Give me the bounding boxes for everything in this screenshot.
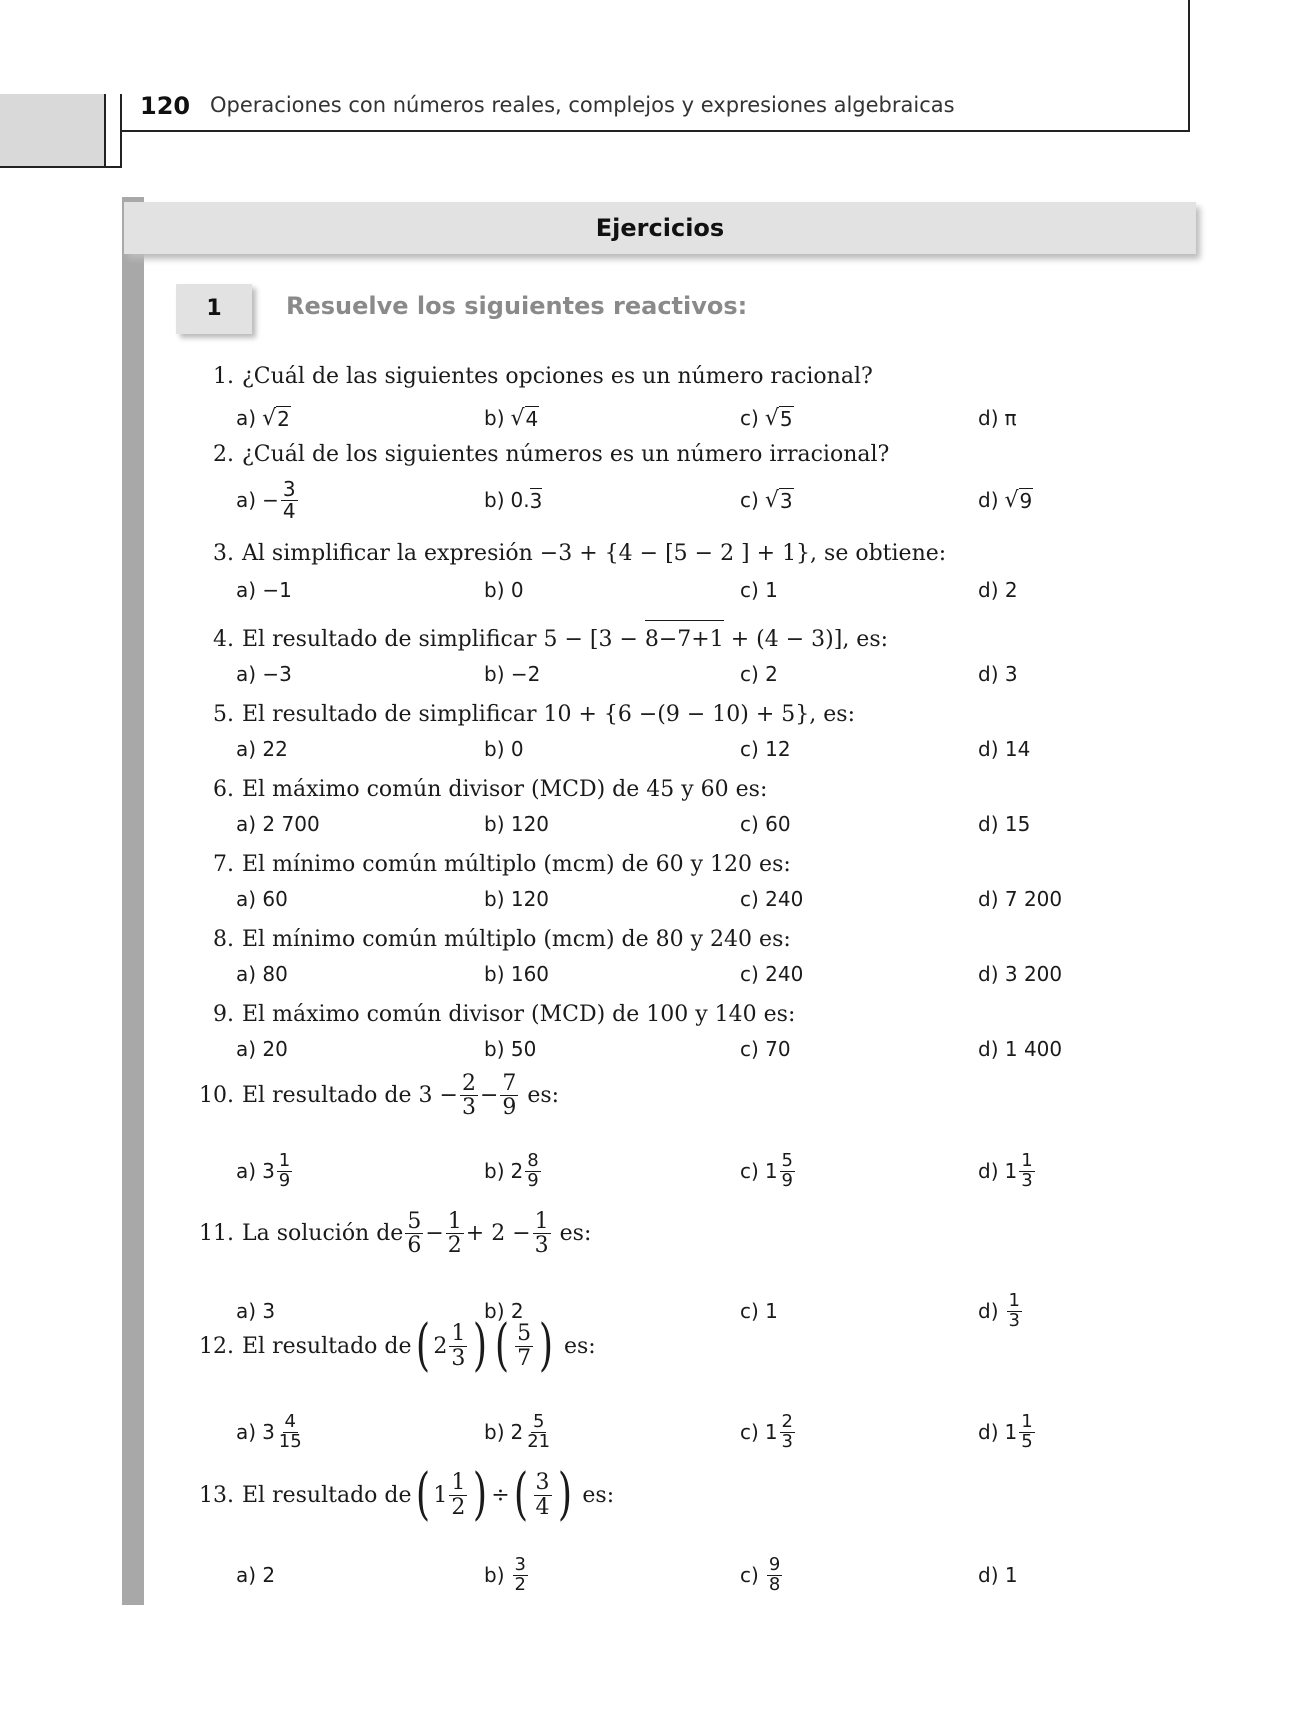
question-text: ¿Cuál de las siguientes opciones es un número racional? <box>242 364 873 389</box>
option-b: b) 50 <box>484 1037 537 1061</box>
option-a: a) −1 <box>236 578 292 602</box>
option-a: a) 20 <box>236 1037 288 1061</box>
option-a: a) 22 <box>236 737 288 761</box>
options-row-7 <box>236 871 1136 927</box>
question-number: 1. <box>213 364 234 389</box>
header-rule <box>104 94 106 166</box>
option-c: c) 12 <box>740 737 791 761</box>
option-c: c) 240 <box>740 887 804 911</box>
option-c: c) 1 <box>740 1299 778 1323</box>
question-text: Al simplificar la expresión −3 + {4 − [5 − 2 ] + 1}, se obtiene: <box>242 541 947 566</box>
header-rule <box>120 130 1190 132</box>
question-number: 2. <box>213 442 234 467</box>
running-title: Operaciones con números reales, complejos y expresiones algebraicas <box>210 93 955 117</box>
option-d: d) 3 200 <box>978 962 1063 986</box>
question-text: El máximo común divisor (MCD) de 100 y 140 es: <box>242 1002 796 1027</box>
option-a: a) 2 <box>236 1563 276 1587</box>
exercise-number: 1 <box>176 284 252 334</box>
question-number: 10. <box>199 1083 234 1109</box>
option-d: d) √ 9 <box>978 487 1033 513</box>
section-title: Ejercicios <box>595 214 725 242</box>
option-b: b) 120 <box>484 812 550 836</box>
option-a: a) − $\frac{3}{4}$ <box>236 476 296 523</box>
question-number: 12. <box>199 1333 234 1359</box>
header-rule <box>0 166 122 168</box>
question-1 <box>190 364 1150 389</box>
question-number: 8. <box>213 927 234 952</box>
question-2 <box>190 442 1150 467</box>
option-b: b) 0. 3 <box>484 488 543 513</box>
option-c: c) 70 <box>740 1037 791 1061</box>
option-c: c) 1 <box>740 578 778 602</box>
option-a: a) 80 <box>236 962 288 986</box>
option-d: d) 14 <box>978 737 1031 761</box>
options-row-10 <box>236 1143 1136 1199</box>
exercise-instruction: Resuelve los siguientes reactivos: <box>286 292 748 320</box>
option-d: d) 2 <box>978 578 1018 602</box>
option-c: c) 1 $\frac{5}{9}$ <box>740 1149 793 1191</box>
question-text: La solución de $\frac{5}{6}$ − $\frac{1}{2}$ + 2 − $\frac{1}{3}$ es: <box>242 1209 592 1259</box>
option-d: d) π <box>978 406 1017 430</box>
option-a: a) 3 <box>236 1299 276 1323</box>
option-c: c) 60 <box>740 812 791 836</box>
option-b: b) 2 $\frac{8}{9}$ <box>484 1149 539 1191</box>
question-11 <box>190 1210 1150 1257</box>
option-b: b) 160 <box>484 962 550 986</box>
option-b: b) √ 4 <box>484 405 539 431</box>
option-b: b) 0 <box>484 578 524 602</box>
option-c: c) 240 <box>740 962 804 986</box>
option-c: c) $\frac{9}{8}$ <box>740 1553 781 1595</box>
question-text: ¿Cuál de los siguientes números es un número irracional? <box>242 442 890 467</box>
option-c: c) 2 <box>740 662 778 686</box>
question-10 <box>190 1072 1150 1119</box>
option-b: b) 2 <box>484 1299 524 1323</box>
option-d: d) 1 $\frac{1}{3}$ <box>978 1149 1033 1191</box>
section-sidebar <box>122 197 144 1605</box>
option-a: a) √ 2 <box>236 405 290 431</box>
options-row-6 <box>236 796 1136 852</box>
question-13 <box>190 1462 1150 1527</box>
question-number: 7. <box>213 852 234 877</box>
options-row-9 <box>236 1021 1136 1077</box>
options-row-2 <box>236 472 1136 528</box>
question-number: 4. <box>213 627 234 652</box>
option-d: d) 1 400 <box>978 1037 1063 1061</box>
option-c: c) 1 $\frac{2}{3}$ <box>740 1410 793 1452</box>
question-text: El resultado de 3 − $\frac{2}{3}$ − $\frac{7}{9}$ es: <box>242 1071 560 1121</box>
page-number: 120 <box>140 92 191 120</box>
question-text: El mínimo común múltiplo (mcm) de 60 y 120 es: <box>242 852 791 877</box>
question-number: 6. <box>213 777 234 802</box>
options-row-12 <box>236 1404 1136 1460</box>
question-text: El resultado de simplificar 10 + {6 −(9 − 10) + 5}, es: <box>242 702 855 727</box>
question-text: El máximo común divisor (MCD) de 45 y 60 es: <box>242 777 768 802</box>
option-b: b) $\frac{3}{2}$ <box>484 1553 526 1595</box>
option-b: b) 120 <box>484 887 550 911</box>
options-row-5 <box>236 721 1136 777</box>
option-c: c) √ 5 <box>740 405 793 431</box>
option-d: d) 7 200 <box>978 887 1063 911</box>
question-number: 3. <box>213 541 234 566</box>
option-b: b) 0 <box>484 737 524 761</box>
options-row-4 <box>236 646 1136 702</box>
option-a: a) −3 <box>236 662 292 686</box>
question-number: 11. <box>199 1221 234 1247</box>
option-d: d) 1 <box>978 1563 1018 1587</box>
option-a: a) 3 $\frac{1}{9}$ <box>236 1149 291 1191</box>
question-number: 13. <box>199 1482 234 1508</box>
option-b: b) −2 <box>484 662 541 686</box>
option-d: d) 1 $\frac{1}{5}$ <box>978 1410 1033 1452</box>
options-row-1 <box>236 390 1136 446</box>
options-row-3 <box>236 562 1136 618</box>
option-d: d) 3 <box>978 662 1018 686</box>
question-text: El resultado de ( 1 $\frac{1}{2}$ ) ÷ ( $\frac{3}{4}$ ) es: <box>242 1462 615 1527</box>
header-rule <box>1188 0 1190 132</box>
option-d: d) $\frac{1}{3}$ <box>978 1289 1020 1331</box>
option-a: a) 60 <box>236 887 288 911</box>
option-c: c) √ 3 <box>740 487 793 513</box>
question-text: El resultado de ( 2 $\frac{1}{3}$ ) ( $\frac{5}{7}$ ) es: <box>242 1313 596 1378</box>
options-row-8 <box>236 946 1136 1002</box>
option-a: a) 3 $\frac{4}{15}$ <box>236 1410 302 1452</box>
question-number: 5. <box>213 702 234 727</box>
header-gray-tab <box>0 94 104 166</box>
question-12 <box>190 1313 1150 1378</box>
options-row-13 <box>236 1547 1136 1603</box>
option-b: b) 2 $\frac{5}{21}$ <box>484 1410 551 1452</box>
option-d: d) 15 <box>978 812 1031 836</box>
question-text: El resultado de simplificar 5 − [3 − 8−7+1 + (4 − 3)], es: <box>242 627 888 652</box>
option-a: a) 2 700 <box>236 812 320 836</box>
question-text: El mínimo común múltiplo (mcm) de 80 y 240 es: <box>242 927 791 952</box>
question-number: 9. <box>213 1002 234 1027</box>
